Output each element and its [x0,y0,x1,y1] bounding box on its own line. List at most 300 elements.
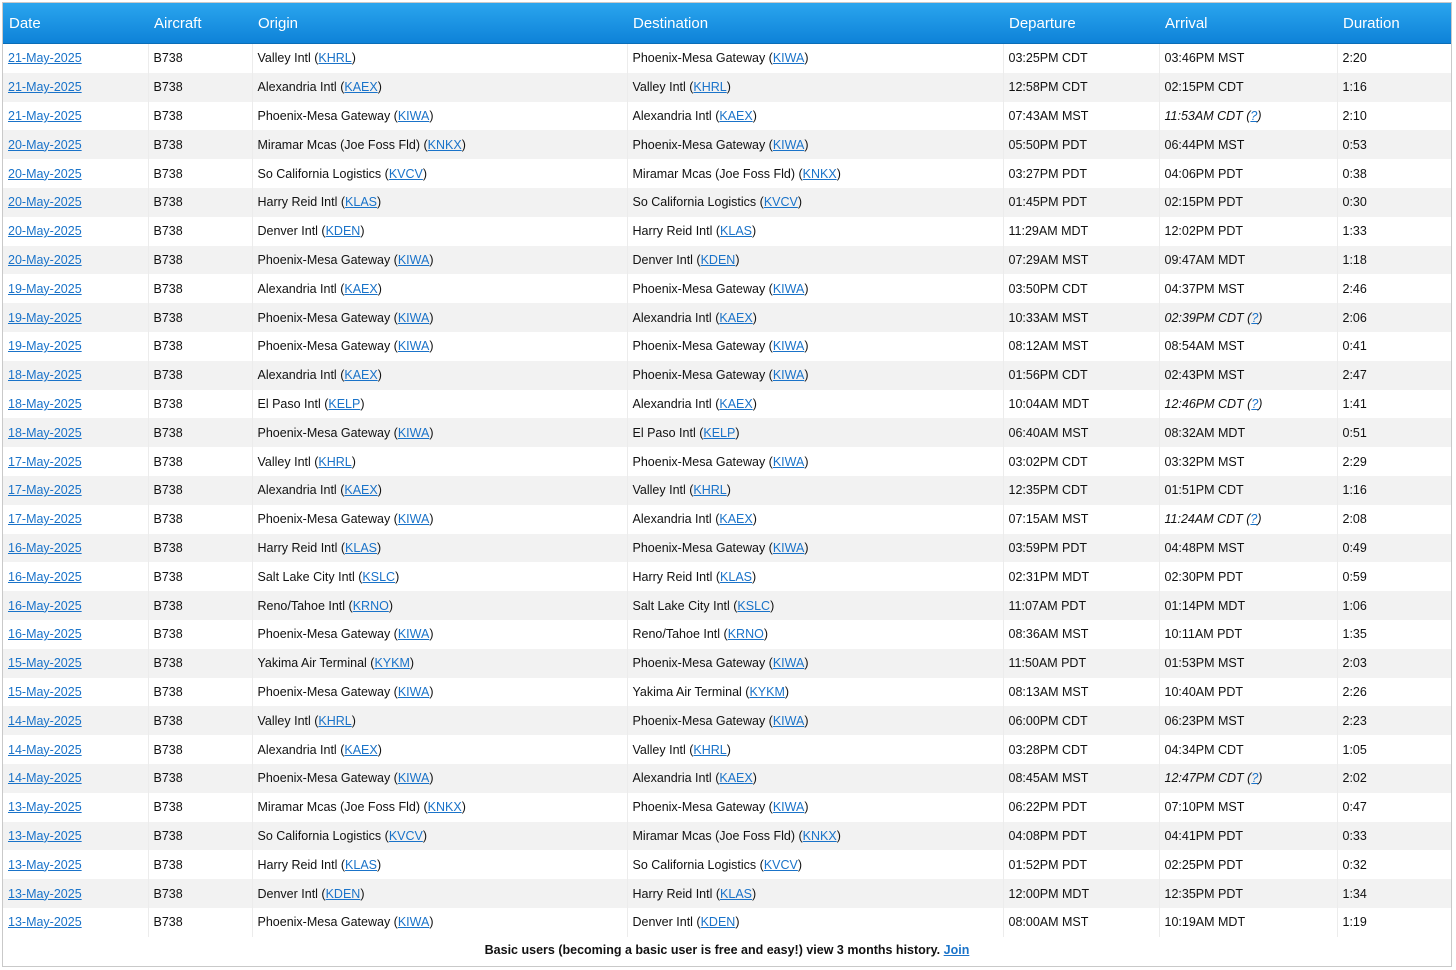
flight-date-link[interactable]: 15-May-2025 [8,684,82,699]
table-row [3,591,1452,620]
dest-airport-code-link[interactable]: KIWA [772,800,805,815]
arrival-time: 02:15PM CDT [1164,80,1244,95]
dest-airport-code-link[interactable]: KIWA [772,713,805,728]
dest-airport-name: Valley Intl [632,483,686,498]
arrival-cell [1159,73,1337,102]
dest-airport-name: Alexandria Intl [632,108,712,123]
dest-airport-code-link[interactable]: KAEX [719,108,753,123]
origin-airport-name: Yakima Air Terminal [257,656,367,671]
departure-cell: 07:15AM MST [1003,505,1159,534]
table-row [3,850,1452,879]
dest-cell: Harry Reid Intl (KLAS) [627,217,1003,246]
origin-airport-code-link[interactable]: KSLC [362,569,396,584]
origin-cell: Valley Intl (KHRL) [252,706,627,735]
duration-cell: 0:47 [1337,793,1452,822]
departure-cell: 07:29AM MST [1003,246,1159,275]
dest-cell: So California Logistics (KVCV) [627,188,1003,217]
dest-airport-name: Salt Lake City Intl [632,598,730,613]
origin-airport-name: El Paso Intl [257,396,321,411]
duration-cell: 2:10 [1337,102,1452,131]
origin-airport-code-link[interactable]: KIWA [397,627,430,642]
duration-cell: 2:26 [1337,678,1452,707]
dest-airport-code-link[interactable]: KYKM [749,684,785,699]
dest-airport-code-link[interactable]: KLAS [720,224,752,239]
aircraft-cell: B738 [148,649,252,678]
dest-cell: Harry Reid Intl (KLAS) [627,879,1003,908]
arrival-cell [1159,534,1337,563]
origin-airport-code-link[interactable]: KIWA [397,425,430,440]
dest-airport-name: Denver Intl [632,252,693,267]
origin-airport-code-link[interactable]: KDEN [325,886,361,901]
dest-airport-code-link[interactable]: KAEX [719,512,753,527]
aircraft-cell: B738 [148,562,252,591]
origin-airport-name: So California Logistics [257,166,382,181]
origin-airport-name: Harry Reid Intl [257,540,338,555]
arrival-time: 02:25PM PDT [1164,857,1244,872]
flight-date-link[interactable]: 20-May-2025 [8,195,82,210]
origin-airport-name: Alexandria Intl [257,483,337,498]
duration-cell: 2:08 [1337,505,1452,534]
dest-airport-code-link[interactable]: KVCV [763,195,798,210]
origin-cell: Miramar Mcas (Joe Foss Fld) (KNKX) [252,793,627,822]
duration-cell: 0:33 [1337,822,1452,851]
dest-cell: Phoenix-Mesa Gateway (KIWA) [627,447,1003,476]
duration-cell: 2:29 [1337,447,1452,476]
dest-airport-code-link[interactable]: KAEX [719,396,753,411]
origin-airport-name: Phoenix-Mesa Gateway [257,425,391,440]
date-cell [3,332,148,361]
origin-cell: Phoenix-Mesa Gateway (KIWA) [252,764,627,793]
column-header-destination[interactable]: Destination [627,3,1003,44]
arrival-time: 12:35PM PDT [1164,886,1244,901]
arrival-cell [1159,822,1337,851]
origin-cell: Alexandria Intl (KAEX) [252,735,627,764]
duration-cell: 2:03 [1337,649,1452,678]
dest-cell: Valley Intl (KHRL) [627,73,1003,102]
origin-airport-code-link[interactable]: KIWA [397,252,430,267]
flight-date-link[interactable]: 16-May-2025 [8,569,82,584]
origin-airport-code-link[interactable]: KVCV [388,166,423,181]
duration-cell: 2:23 [1337,706,1452,735]
dest-airport-name: Phoenix-Mesa Gateway [632,656,766,671]
duration-cell: 2:20 [1337,44,1452,73]
flight-history-panel [2,2,1452,967]
aircraft-cell: B738 [148,591,252,620]
dest-airport-code-link[interactable]: KELP [703,425,736,440]
origin-airport-code-link[interactable]: KAEX [344,483,378,498]
date-cell [3,188,148,217]
dest-airport-name: El Paso Intl [632,425,696,440]
table-row [3,649,1452,678]
origin-airport-code-link[interactable]: KIWA [397,310,430,325]
origin-airport-code-link[interactable]: KHRL [318,713,352,728]
table-row [3,706,1452,735]
flight-date-link[interactable]: 13-May-2025 [8,857,82,872]
arrival-cell [1159,332,1337,361]
origin-airport-name: So California Logistics [257,828,382,843]
origin-airport-name: Alexandria Intl [257,80,337,95]
table-row [3,735,1452,764]
origin-airport-code-link[interactable]: KIWA [397,771,430,786]
dest-airport-code-link[interactable]: KNKX [802,828,837,843]
aircraft-cell: B738 [148,822,252,851]
departure-cell: 01:45PM PDT [1003,188,1159,217]
flight-date-link[interactable]: 16-May-2025 [8,627,82,642]
dest-airport-code-link[interactable]: KRNO [727,627,764,642]
dest-cell: Alexandria Intl (KAEX) [627,505,1003,534]
column-header-duration[interactable]: Duration [1337,3,1452,44]
flight-date-link[interactable]: 14-May-2025 [8,713,82,728]
flight-date-link[interactable]: 17-May-2025 [8,454,82,469]
arrival-cell [1159,879,1337,908]
departure-cell: 03:27PM PDT [1003,159,1159,188]
dest-airport-name: Alexandria Intl [632,396,712,411]
flight-date-link[interactable]: 19-May-2025 [8,339,82,354]
origin-cell: Alexandria Intl (KAEX) [252,361,627,390]
origin-airport-code-link[interactable]: KAEX [344,742,378,757]
duration-cell: 1:19 [1337,908,1452,937]
origin-cell: Phoenix-Mesa Gateway (KIWA) [252,505,627,534]
table-row [3,879,1452,908]
origin-airport-code-link[interactable]: KAEX [344,281,378,296]
origin-airport-name: Reno/Tahoe Intl [257,598,346,613]
dest-airport-code-link[interactable]: KIWA [772,540,805,555]
arrival-time: 01:51PM CDT [1164,483,1244,498]
origin-airport-code-link[interactable]: KRNO [352,598,389,613]
column-header-departure[interactable]: Departure [1003,3,1159,44]
table-row [3,476,1452,505]
column-header-arrival[interactable]: Arrival [1159,3,1337,44]
origin-airport-name: Harry Reid Intl [257,857,338,872]
dest-airport-code-link[interactable]: KDEN [700,915,736,930]
origin-airport-name: Valley Intl [257,51,311,66]
dest-cell: Alexandria Intl (KAEX) [627,390,1003,419]
date-cell [3,908,148,937]
dest-airport-name: Harry Reid Intl [632,224,713,239]
departure-cell: 03:25PM CDT [1003,44,1159,73]
flight-date-link[interactable]: 13-May-2025 [8,828,82,843]
flight-date-link[interactable]: 14-May-2025 [8,742,82,757]
aircraft-cell: B738 [148,217,252,246]
table-row [3,361,1452,390]
duration-cell: 1:34 [1337,879,1452,908]
dest-cell: So California Logistics (KVCV) [627,850,1003,879]
date-cell [3,361,148,390]
dest-airport-code-link[interactable]: KIWA [772,368,805,383]
origin-airport-code-link[interactable]: KIWA [397,512,430,527]
flight-date-link[interactable]: 18-May-2025 [8,368,82,383]
origin-airport-code-link[interactable]: KLAS [345,857,377,872]
departure-cell: 01:56PM CDT [1003,361,1159,390]
dest-airport-code-link[interactable]: KIWA [772,454,805,469]
flight-date-link[interactable]: 21-May-2025 [8,108,82,123]
duration-cell: 2:02 [1337,764,1452,793]
dest-airport-code-link[interactable]: KIWA [772,339,805,354]
origin-airport-code-link[interactable]: KDEN [325,224,361,239]
arrival-time: 09:47AM MDT [1164,252,1246,267]
flight-date-link[interactable]: 15-May-2025 [8,656,82,671]
flight-date-link[interactable]: 17-May-2025 [8,483,82,498]
origin-airport-code-link[interactable]: KHRL [318,51,352,66]
origin-cell: Yakima Air Terminal (KYKM) [252,649,627,678]
flight-date-link[interactable]: 20-May-2025 [8,252,82,267]
flight-date-link[interactable]: 21-May-2025 [8,80,82,95]
dest-airport-name: Alexandria Intl [632,771,712,786]
flight-date-link[interactable]: 17-May-2025 [8,512,82,527]
flight-date-link[interactable]: 13-May-2025 [8,915,82,930]
duration-cell: 0:38 [1337,159,1452,188]
dest-airport-code-link[interactable]: KIWA [772,656,805,671]
aircraft-cell: B738 [148,735,252,764]
dest-cell: Phoenix-Mesa Gateway (KIWA) [627,706,1003,735]
dest-airport-code-link[interactable]: KLAS [720,569,752,584]
column-header-origin[interactable]: Origin [252,3,627,44]
origin-cell: Alexandria Intl (KAEX) [252,476,627,505]
date-cell [3,303,148,332]
origin-airport-name: Harry Reid Intl [257,195,338,210]
arrival-time: 11:53AM CDT [1164,108,1243,123]
flight-date-link[interactable]: 18-May-2025 [8,425,82,440]
dest-cell: Phoenix-Mesa Gateway (KIWA) [627,793,1003,822]
flight-date-link[interactable]: 18-May-2025 [8,396,82,411]
table-row [3,303,1452,332]
duration-cell: 1:16 [1337,476,1452,505]
estimated-info-link[interactable]: ? [1251,396,1259,411]
dest-airport-name: Phoenix-Mesa Gateway [632,540,766,555]
column-header-aircraft[interactable]: Aircraft [148,3,252,44]
origin-airport-name: Phoenix-Mesa Gateway [257,310,391,325]
origin-airport-code-link[interactable]: KAEX [344,368,378,383]
estimated-info-link[interactable]: ? [1250,108,1258,123]
table-row [3,534,1452,563]
origin-cell: Harry Reid Intl (KLAS) [252,534,627,563]
departure-cell: 12:00PM MDT [1003,879,1159,908]
departure-cell: 05:50PM PDT [1003,130,1159,159]
dest-airport-name: Phoenix-Mesa Gateway [632,368,766,383]
arrival-cell [1159,217,1337,246]
arrival-time: 12:02PM PDT [1164,224,1244,239]
departure-cell: 08:00AM MST [1003,908,1159,937]
dest-cell: Alexandria Intl (KAEX) [627,303,1003,332]
dest-airport-code-link[interactable]: KSLC [737,598,771,613]
arrival-cell [1159,361,1337,390]
flight-date-link[interactable]: 20-May-2025 [8,224,82,239]
table-row [3,562,1452,591]
date-cell [3,447,148,476]
departure-cell: 01:52PM PDT [1003,850,1159,879]
flight-date-link[interactable]: 13-May-2025 [8,800,82,815]
departure-cell: 11:29AM MDT [1003,217,1159,246]
origin-airport-code-link[interactable]: KVCV [388,828,423,843]
dest-cell: Phoenix-Mesa Gateway (KIWA) [627,130,1003,159]
arrival-time: 10:40AM PDT [1164,684,1244,699]
departure-cell: 03:28PM CDT [1003,735,1159,764]
origin-airport-code-link[interactable]: KAEX [344,80,378,95]
arrival-cell [1159,274,1337,303]
departure-cell: 08:12AM MST [1003,332,1159,361]
aircraft-cell: B738 [148,620,252,649]
origin-cell: Miramar Mcas (Joe Foss Fld) (KNKX) [252,130,627,159]
dest-cell: Denver Intl (KDEN) [627,908,1003,937]
dest-cell: Phoenix-Mesa Gateway (KIWA) [627,649,1003,678]
origin-airport-name: Phoenix-Mesa Gateway [257,684,391,699]
origin-airport-code-link[interactable]: KNKX [427,800,462,815]
dest-airport-code-link[interactable]: KIWA [772,281,805,296]
flight-date-link[interactable]: 19-May-2025 [8,281,82,296]
flight-date-link[interactable]: 19-May-2025 [8,310,82,325]
flight-date-link[interactable]: 14-May-2025 [8,771,82,786]
origin-cell: So California Logistics (KVCV) [252,822,627,851]
dest-airport-code-link[interactable]: KAEX [719,771,753,786]
estimated-info-link[interactable]: ? [1250,512,1258,527]
origin-airport-code-link[interactable]: KLAS [345,540,377,555]
origin-airport-code-link[interactable]: KNKX [427,137,462,152]
arrival-time: 04:06PM PDT [1164,166,1244,181]
dest-airport-code-link[interactable]: KDEN [700,252,736,267]
duration-cell: 0:32 [1337,850,1452,879]
origin-cell: Reno/Tahoe Intl (KRNO) [252,591,627,620]
origin-airport-name: Denver Intl [257,224,318,239]
arrival-cell [1159,246,1337,275]
date-cell [3,649,148,678]
flight-date-link[interactable]: 13-May-2025 [8,886,82,901]
column-header-date[interactable]: Date [3,3,148,44]
table-row [3,822,1452,851]
aircraft-cell: B738 [148,303,252,332]
flight-date-link[interactable]: 20-May-2025 [8,166,82,181]
date-cell [3,879,148,908]
dest-airport-code-link[interactable]: KNKX [802,166,837,181]
dest-airport-code-link[interactable]: KIWA [772,51,805,66]
dest-cell: Phoenix-Mesa Gateway (KIWA) [627,332,1003,361]
dest-cell: Miramar Mcas (Joe Foss Fld) (KNKX) [627,159,1003,188]
origin-airport-code-link[interactable]: KIWA [397,684,430,699]
arrival-time: 02:30PM PDT [1164,569,1244,584]
duration-cell: 0:30 [1337,188,1452,217]
origin-airport-name: Valley Intl [257,713,311,728]
origin-airport-code-link[interactable]: KHRL [318,454,352,469]
date-cell [3,505,148,534]
arrival-time: 07:10PM MST [1164,800,1245,815]
dest-airport-code-link[interactable]: KHRL [693,742,727,757]
origin-airport-name: Phoenix-Mesa Gateway [257,108,391,123]
origin-airport-name: Miramar Mcas (Joe Foss Fld) [257,800,421,815]
dest-airport-name: Phoenix-Mesa Gateway [632,339,766,354]
dest-cell: Phoenix-Mesa Gateway (KIWA) [627,534,1003,563]
dest-airport-code-link[interactable]: KAEX [719,310,753,325]
aircraft-cell: B738 [148,706,252,735]
date-cell [3,159,148,188]
aircraft-cell: B738 [148,188,252,217]
dest-cell: Valley Intl (KHRL) [627,735,1003,764]
date-cell [3,562,148,591]
departure-cell: 11:07AM PDT [1003,591,1159,620]
duration-cell: 0:49 [1337,534,1452,563]
departure-cell: 07:43AM MST [1003,102,1159,131]
date-cell [3,620,148,649]
aircraft-cell: B738 [148,102,252,131]
arrival-time: 01:14PM MDT [1164,598,1246,613]
dest-airport-name: Phoenix-Mesa Gateway [632,713,766,728]
origin-airport-name: Alexandria Intl [257,368,337,383]
aircraft-cell: B738 [148,476,252,505]
date-cell [3,793,148,822]
aircraft-cell: B738 [148,505,252,534]
departure-cell: 08:45AM MST [1003,764,1159,793]
flight-date-link[interactable]: 16-May-2025 [8,598,82,613]
departure-cell: 03:59PM PDT [1003,534,1159,563]
history-limit-message: Basic users (becoming a basic user is free and easy!) view 3 months history. [484,942,941,957]
dest-airport-code-link[interactable]: KHRL [693,80,727,95]
arrival-cell [1159,620,1337,649]
date-cell [3,476,148,505]
departure-cell: 03:50PM CDT [1003,274,1159,303]
duration-cell: 0:41 [1337,332,1452,361]
origin-cell: Phoenix-Mesa Gateway (KIWA) [252,418,627,447]
origin-airport-name: Denver Intl [257,886,318,901]
origin-cell: Salt Lake City Intl (KSLC) [252,562,627,591]
arrival-cell [1159,793,1337,822]
aircraft-cell: B738 [148,764,252,793]
arrival-cell [1159,908,1337,937]
dest-cell: Phoenix-Mesa Gateway (KIWA) [627,274,1003,303]
duration-cell: 2:47 [1337,361,1452,390]
origin-cell: Phoenix-Mesa Gateway (KIWA) [252,303,627,332]
origin-airport-code-link[interactable]: KIWA [397,108,430,123]
origin-airport-name: Phoenix-Mesa Gateway [257,512,391,527]
duration-cell: 1:06 [1337,591,1452,620]
arrival-time: 03:32PM MST [1164,454,1245,469]
origin-airport-name: Phoenix-Mesa Gateway [257,771,391,786]
dest-airport-code-link[interactable]: KLAS [720,886,752,901]
origin-airport-code-link[interactable]: KIWA [397,339,430,354]
origin-airport-code-link[interactable]: KIWA [397,915,430,930]
arrival-time: 12:47PM CDT [1164,771,1244,786]
estimated-info-link[interactable]: ? [1251,771,1259,786]
dest-airport-name: Phoenix-Mesa Gateway [632,454,766,469]
duration-cell: 1:18 [1337,246,1452,275]
flight-date-link[interactable]: 21-May-2025 [8,51,82,66]
departure-cell: 10:33AM MST [1003,303,1159,332]
dest-airport-name: Phoenix-Mesa Gateway [632,281,766,296]
arrival-cell: 12:47PM CDT (?) [1159,764,1337,793]
origin-airport-code-link[interactable]: KYKM [374,656,410,671]
arrival-time: 06:23PM MST [1164,713,1245,728]
arrival-time: 08:54AM MST [1164,339,1245,354]
dest-airport-code-link[interactable]: KVCV [763,857,798,872]
dest-airport-code-link[interactable]: KIWA [772,137,805,152]
departure-cell: 04:08PM PDT [1003,822,1159,851]
date-cell [3,130,148,159]
origin-airport-code-link[interactable]: KLAS [345,195,377,210]
table-row [3,274,1452,303]
origin-airport-code-link[interactable]: KELP [328,396,361,411]
dest-airport-name: Phoenix-Mesa Gateway [632,51,766,66]
dest-airport-name: Valley Intl [632,80,686,95]
estimated-info-link[interactable]: ? [1251,310,1259,325]
dest-airport-code-link[interactable]: KHRL [693,483,727,498]
table-row [3,73,1452,102]
aircraft-cell: B738 [148,534,252,563]
dest-cell: Yakima Air Terminal (KYKM) [627,678,1003,707]
duration-cell: 0:59 [1337,562,1452,591]
aircraft-cell: B738 [148,159,252,188]
dest-airport-name: Alexandria Intl [632,310,712,325]
table-row [3,505,1452,534]
join-link[interactable]: Join [943,942,970,957]
flight-date-link[interactable]: 20-May-2025 [8,137,82,152]
flight-date-link[interactable]: 16-May-2025 [8,540,82,555]
